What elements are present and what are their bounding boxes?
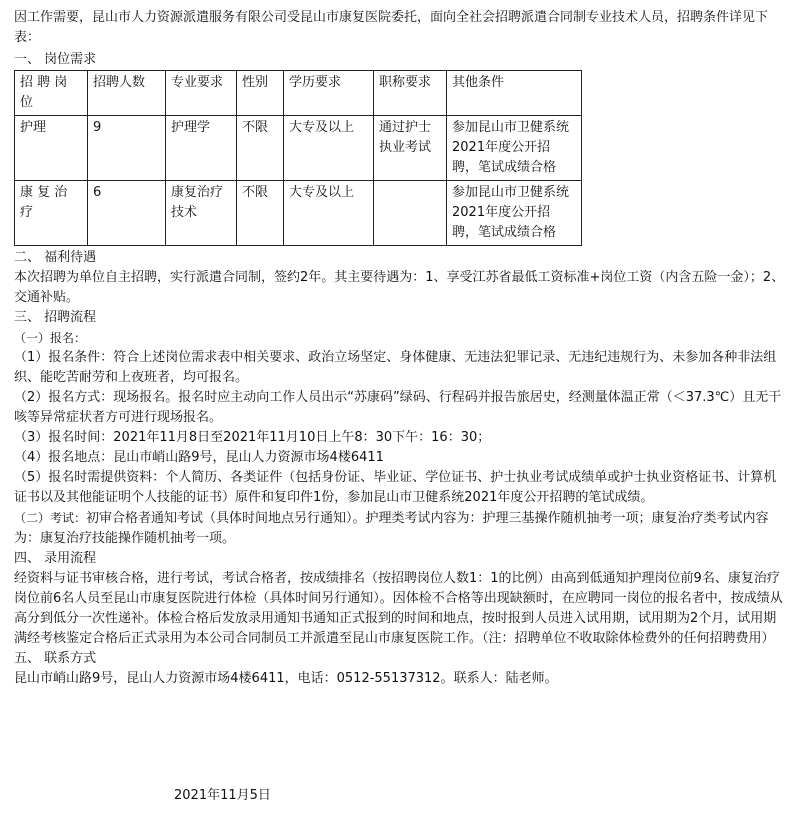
table-cell: 通过护士执业考试 [374, 116, 447, 181]
table-cell: 参加昆山市卫健系统2021年度公开招聘，笔试成绩合格 [447, 116, 582, 181]
table-cell: 不限 [237, 181, 284, 246]
table-cell: 护理 [15, 116, 88, 181]
table-header-row [15, 71, 582, 116]
positions-table [14, 70, 582, 246]
section-heading-positions: 一、 岗位需求 [14, 52, 97, 67]
table-row [15, 116, 582, 181]
table-cell: 6 [88, 181, 166, 246]
table-cell: 康复治疗技术 [166, 181, 237, 246]
benefits-paragraph: 本次招聘为单位自主招聘，实行派遣合同制，签约2年。其主要待遇为：1、享受江苏省最低工资标准+岗位工资（内含五险一金）；2、交通补贴。 [14, 270, 785, 305]
table-cell: 大专及以上 [284, 116, 374, 181]
table-header-cell: 其他条件 [447, 71, 582, 116]
process-item: （3）报名时间：2021年11月8日至2021年11月10日上午8：30下午：16：30； [14, 430, 491, 445]
process-item: （5）报名时需提供资料：个人简历、各类证件（包括身份证、毕业证、学位证书、护士执业考试成绩单或护士执业资格证书、计算机证书以及其他能证明个人技能的证书）原件和复印件1份，参加昆山市卫健系统2021年度公开招聘的笔试成绩。 [14, 470, 777, 505]
table-header-cell: 专业要求 [166, 71, 237, 116]
section-heading-process: 三、 招聘流程 [14, 310, 97, 325]
table-row [15, 181, 582, 246]
table-header-cell: 招聘人数 [88, 71, 166, 116]
table-cell: 护理学 [166, 116, 237, 181]
subheading-registration: （一）报名： [14, 331, 87, 345]
process-item: （2）报名方式：现场报名。报名时应主动向工作人员出示“苏康码”绿码、行程码并报告旅居史，经测量体温正常（＜37.3℃）且无干咳等异常症状者方可进行现场报名。 [14, 390, 782, 425]
table-cell: 9 [88, 116, 166, 181]
table-cell: 参加昆山市卫健系统2021年度公开招聘，笔试成绩合格 [447, 181, 582, 246]
table-header-cell: 性别 [237, 71, 284, 116]
section-heading-contact: 五、 联系方式 [14, 651, 97, 666]
table-cell: 康 复 治 疗 [15, 181, 88, 246]
table-header-cell: 职称要求 [374, 71, 447, 116]
exam-text: 初审合格者通知考试（具体时间地点另行通知）。护理类考试内容为：护理三基操作随机抽考一项；康复治疗类考试内容为：康复治疗技能操作随机抽考一项。 [14, 511, 769, 546]
table-cell: 不限 [237, 116, 284, 181]
section-heading-benefits: 二、 福利待遇 [14, 250, 97, 265]
section-heading-hiring: 四、 录用流程 [14, 551, 97, 566]
table-cell: 大专及以上 [284, 181, 374, 246]
table-header-cell: 招 聘 岗 位 [15, 71, 88, 116]
intro-paragraph: 因工作需要，昆山市人力资源派遣服务有限公司受昆山市康复医院委托，面向全社会招聘派遣合同制专业技术人员，招聘条件详见下表： [14, 10, 769, 45]
process-item: （1）报名条件：符合上述岗位需求表中相关要求、政治立场坚定、身体健康、无违法犯罪记录、无违纪违规行为、未参加各种非法组织、能吃苦耐劳和上夜班者，均可报名。 [14, 350, 777, 385]
table-cell [374, 181, 447, 246]
issue-date: 2021年11月5日 [174, 788, 271, 803]
exam-paragraph [14, 508, 786, 549]
table-header-cell: 学历要求 [284, 71, 374, 116]
hiring-paragraph: 经资料与证书审核合格，进行考试，考试合格者，按成绩排名（按招聘岗位人数1：1的比例）由高到低通知护理岗位前9名、康复治疗岗位前6名人员至昆山市康复医院进行体检（具体时间另行通知）。因体检不合格等出现缺额时，在应聘同一岗位的报名者中，按成绩从高分到低分一次性递补。体检合格后发放录用通知书通知正式报到的时间和地点，按时报到人员进入试用期，试用期为2个月，试用期满经考核鉴定合格后正式录用为本公司合同制员工并派遣至昆山市康复医院工作。（注：招聘单位不收取除体检费外的任何招聘费用） [14, 571, 783, 646]
subheading-exam: （二）考试： [14, 511, 87, 525]
document-body [14, 8, 786, 689]
contact-paragraph: 昆山市峭山路9号，昆山人力资源市场4楼6411，电话：0512-55137312。联系人：陆老师。 [14, 671, 558, 686]
process-item: （4）报名地点：昆山市峭山路9号，昆山人力资源市场4楼6411 [14, 450, 384, 465]
